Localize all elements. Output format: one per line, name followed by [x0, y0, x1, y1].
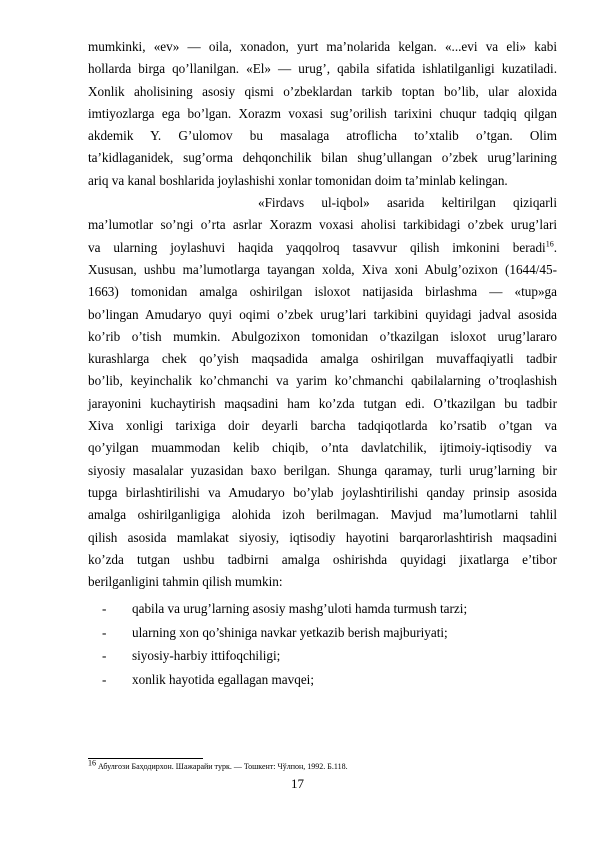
dash-marker: - — [102, 601, 107, 617]
footnote-text: Абулғози Баҳодирхон. Шажарайи турк. — Тошкент: Чўлпон, 1992. Б.118. — [96, 762, 348, 771]
text-line: tupga birlashtirilishi va Amudaryo bo’ylab joylashtirilishi qanday prinsip asosida — [88, 484, 557, 500]
list-item — [88, 597, 557, 621]
text-line: qilish asosida mamlakat siyosiy, iqtisodiy hayotini barqarorlashtirish maqsadini — [88, 529, 557, 545]
text-line: amalga oshirilganligiga alohida izoh berilmagan. Mavjud ma’lumotlarni tahlil — [88, 507, 557, 523]
bullet-list — [88, 597, 557, 691]
page-number: 17 — [291, 776, 304, 791]
text-line: bo’lib, keyinchalik ko’chmanchi va yarim ko’chmanchi qabilalarning o’troqlashish — [88, 373, 557, 389]
list-item — [88, 621, 557, 645]
text-line: 1663) tomonidan amalga oshirilgan isloxot natijasida birlashma — «tup»ga — [88, 284, 557, 300]
list-item-text: xonlik hayotida egallagan mavqei; — [132, 671, 315, 687]
text-line: Xiva xonligi tarixiga doir deyarli barcha tadqiqotlarda ko’rsatib o’tgan va — [88, 418, 557, 434]
list-item — [88, 668, 557, 692]
text-line: berilganligini tahmin qilish mumkin: — [88, 574, 283, 590]
footnote — [88, 758, 348, 771]
text-line: kurashlarga chek qo’yish maqsadida amalga oshirilgan muvaffaqiyatli tadbir — [88, 351, 557, 367]
text-line: imtiyozlarga ega bo’lgan. Xorazm voxasi sug’orilish tarixini chuqur tadqiq qilgan — [88, 105, 557, 121]
footnote-reference[interactable]: 16 — [545, 239, 554, 249]
text-line: mumkinki, «ev» — oila, xonadon, yurt ma’nolarida kelgan. «...evi va eli» kabi — [88, 39, 557, 54]
list-item-text: qabila va urug’larning asosiy mashg’uloti hamda turmush tarzi; — [132, 601, 468, 617]
text-line: akdemik Y. G’ulomov bu masalaga atroflicha to’xtalib o’tgan. Olim — [88, 128, 557, 144]
text-line: «Firdavs ul-iqbol» asarida keltirilgan qiziqarli — [258, 195, 557, 211]
text-segment: va ularning joylashuvi haqida yaqqolroq tasavvur qilish imkonini beradi — [88, 239, 546, 255]
dash-marker: - — [102, 624, 107, 640]
text-line: ariq va kanal boshlarida joylashishi xonlar tomonidan doim ta’minlab kelingan. — [88, 172, 508, 188]
text-line: Xususan, ushbu ma’lumotlarga tayangan xolda, Xiva xoni Abulg’ozixon (1644/45- — [88, 261, 557, 277]
paragraph-1 — [88, 36, 557, 192]
text-line: jarayonini kuchaytirish maqsadini ham ko’zda tutgan edi. O’tkazilgan bu tadbir — [88, 395, 557, 411]
footnote-divider — [88, 758, 203, 759]
main-text — [88, 36, 557, 691]
text-line: ko’rib o’tish mumkin. Abulgozixon tomonidan o’tkazilgan isloxot urug’lararo — [88, 328, 557, 344]
list-item — [88, 644, 557, 668]
paragraph-2 — [88, 192, 557, 593]
dash-marker: - — [102, 648, 107, 664]
text-line: ko’zda tutgan ushbu tadbirni amalga oshirishda quyidagi jixatlarga e’tibor — [88, 551, 557, 567]
list-item-text: siyosiy-harbiy ittifoqchiligi; — [132, 648, 281, 664]
dash-marker: - — [102, 671, 107, 687]
text-line: siyosiy masalalar yuzasidan baxo berilgan. Shunga qaramay, turli urug’larning bir — [88, 462, 557, 478]
text-line: ma’lumotlar so’ngi o’rta asrlar Xorazm voxasi aholisi tarkibidagi o’zbek urug’lari — [88, 217, 557, 233]
text-line: hollarda birga qo’llanilgan. «El» — urug’, qabila sifatida ishlatilganligi kuzatiladi. — [88, 61, 557, 77]
text-line: Xonlik aholisining asosiy qismi o’zbeklardan tarkib toptan bo’lib, ular aloxida — [88, 83, 557, 99]
text-line-with-footnote — [88, 237, 557, 259]
text-line: ta’kidlaganidek, sug’orma dehqonchilik bilan shug’ullangan o’zbek urug’larining — [88, 150, 557, 166]
text-segment: . — [553, 239, 557, 255]
footnote-mark: 16 — [88, 758, 96, 768]
text-line: bo’lingan Amudaryo quyi oqimi o’zbek urug’lari tarkibini quyidagi jadval asosida — [88, 306, 557, 322]
list-item-text: ularning xon qo’shiniga navkar yetkazib berish majburiyati; — [132, 624, 448, 640]
text-line: qo’yilgan muammodan kelib chiqib, o’nta davlatchilik, ijtimoiy-iqtisodiy va — [88, 440, 557, 456]
